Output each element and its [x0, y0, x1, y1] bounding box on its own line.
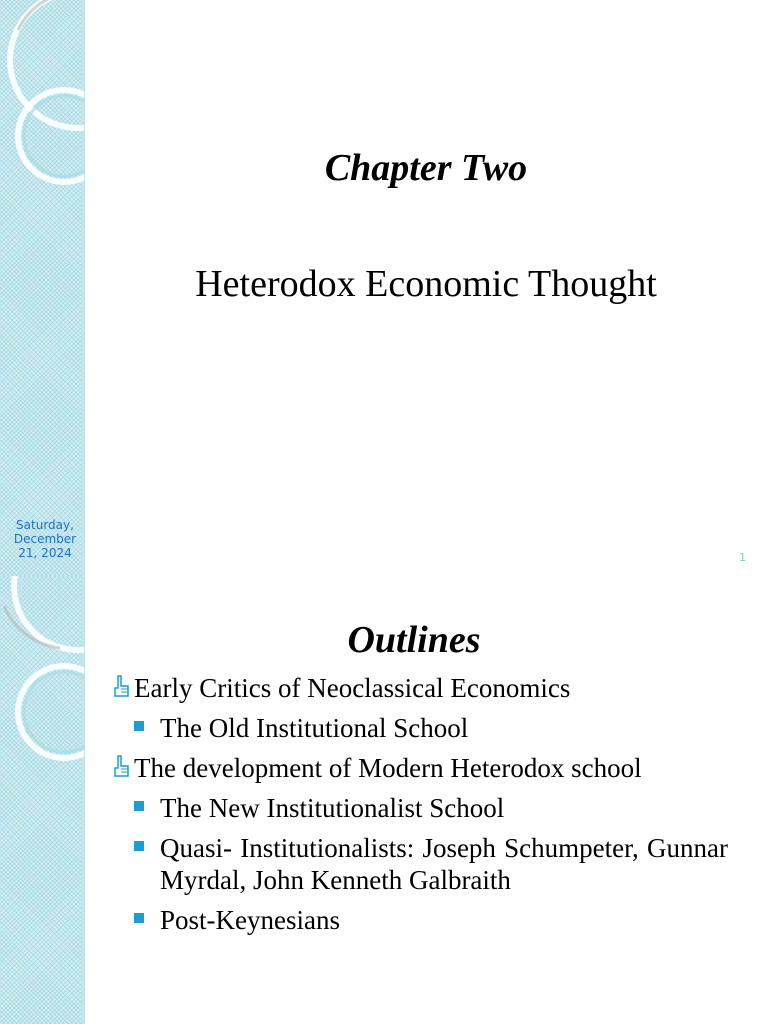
decorative-circles-icon	[0, 0, 84, 576]
outline-item-text: Quasi- Institutionalists: Joseph Schumpeter, Gunnar Myrdal, John Kenneth Galbraith	[160, 833, 728, 895]
decorative-circles-icon	[0, 576, 84, 1024]
slide-2	[0, 576, 768, 1024]
outline-item-text: The New Institutionalist School	[160, 793, 505, 823]
square-bullet-icon	[134, 801, 144, 811]
square-bullet-icon	[134, 841, 144, 851]
outline-item-text: The development of Modern Heterodox school	[134, 753, 642, 783]
list-item	[112, 672, 728, 704]
date-line-3: 21, 2024	[18, 546, 72, 560]
outlines-title: Outlines	[347, 619, 481, 661]
square-bullet-icon	[134, 721, 144, 731]
outline-item-text: Early Critics of Neoclassical Economics	[134, 673, 571, 703]
pointing-hand-icon	[112, 754, 132, 780]
page-number: 1	[739, 551, 746, 564]
date-line-2: December	[13, 532, 77, 546]
outline-list	[112, 672, 728, 944]
square-bullet-icon	[134, 913, 144, 923]
decorative-sidebar	[0, 0, 84, 576]
slide-subtitle: Heterodox Economic Thought	[195, 263, 657, 305]
pointing-hand-icon	[112, 674, 132, 700]
list-item	[112, 752, 728, 784]
list-item	[160, 712, 728, 744]
list-item	[160, 904, 728, 936]
slide-date	[0, 518, 90, 560]
decorative-sidebar	[0, 576, 84, 1024]
outline-item-text: The Old Institutional School	[160, 713, 469, 743]
date-line-1: Saturday,	[16, 518, 74, 532]
outline-item-text: Post-Keynesians	[160, 905, 340, 935]
chapter-title: Chapter Two	[324, 147, 528, 189]
list-item	[160, 832, 728, 896]
list-item	[160, 792, 728, 824]
